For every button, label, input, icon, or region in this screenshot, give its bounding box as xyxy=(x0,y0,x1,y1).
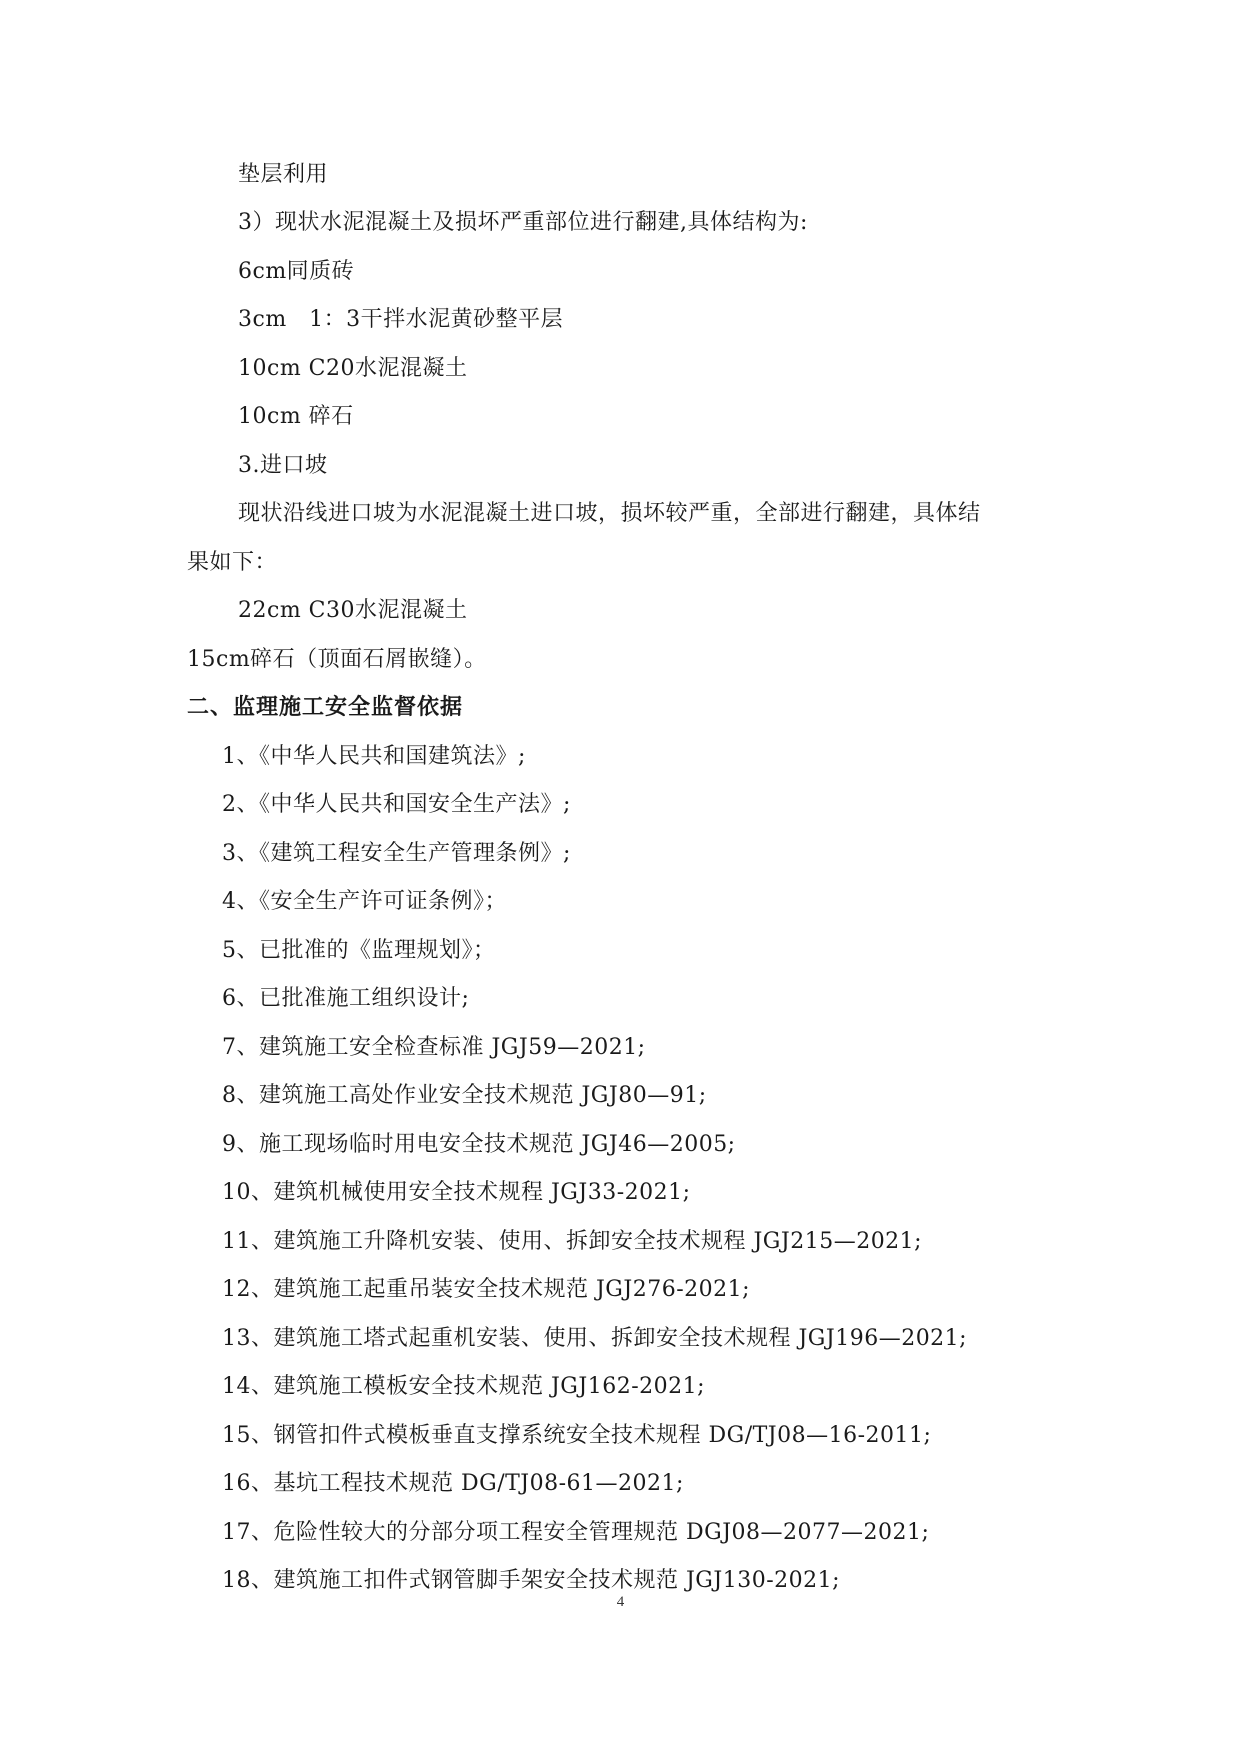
list-item: 13、建筑施工塔式起重机安装、使用、拆卸安全技术规程 JGJ196—2021; xyxy=(222,1326,968,1351)
paragraph-line: 10cm C20水泥混凝土 xyxy=(238,356,468,381)
list-item: 6、已批准施工组织设计; xyxy=(222,986,470,1011)
list-item: 2、《中华人民共和国安全生产法》; xyxy=(222,792,571,817)
list-item: 12、建筑施工起重吊装安全技术规范 JGJ276-2021; xyxy=(222,1277,751,1302)
paragraph-line: 果如下： xyxy=(187,550,278,575)
list-item: 16、基坑工程技术规范 DG/TJ08-61—2021; xyxy=(222,1471,684,1496)
section-heading: 二、监理施工安全监督依据 xyxy=(187,695,464,720)
list-item: 15、钢管扣件式模板垂直支撑系统安全技术规程 DG/TJ08—16-2011; xyxy=(222,1423,932,1448)
paragraph-line: 6cm同质砖 xyxy=(238,259,355,284)
paragraph-line: 垫层利用 xyxy=(238,162,329,187)
list-item: 17、危险性较大的分部分项工程安全管理规范 DGJ08—2077—2021; xyxy=(222,1520,930,1545)
paragraph-line: 现状沿线进口坡为水泥混凝土进口坡，损坏较严重，全部进行翻建，具体结 xyxy=(238,501,981,526)
list-item: 7、建筑施工安全检查标准 JGJ59—2021; xyxy=(222,1035,646,1060)
paragraph-line: 3）现状水泥混凝土及损坏严重部位进行翻建,具体结构为: xyxy=(238,210,808,235)
paragraph-line: 22cm C30水泥混凝土 xyxy=(238,598,468,623)
list-item: 14、建筑施工模板安全技术规范 JGJ162-2021; xyxy=(222,1374,706,1399)
list-item: 10、建筑机械使用安全技术规程 JGJ33-2021; xyxy=(222,1180,691,1205)
paragraph-line: 10cm 碎石 xyxy=(238,404,354,429)
list-item: 3、《建筑工程安全生产管理条例》; xyxy=(222,841,571,866)
paragraph-line: 3cm 1：3干拌水泥黄砂整平层 xyxy=(238,307,564,332)
list-item: 18、建筑施工扣件式钢管脚手架安全技术规范 JGJ130-2021; xyxy=(222,1568,841,1593)
list-item: 11、建筑施工升降机安装、使用、拆卸安全技术规程 JGJ215—2021; xyxy=(222,1229,923,1254)
page-number: 4 xyxy=(616,1594,625,1610)
list-item: 4、《安全生产许可证条例》； xyxy=(222,889,507,914)
subsection-title: 3.进口坡 xyxy=(238,453,328,478)
list-item: 8、建筑施工高处作业安全技术规范 JGJ80—91; xyxy=(222,1083,707,1108)
list-item: 1、《中华人民共和国建筑法》; xyxy=(222,744,526,769)
paragraph-line: 15cm碎石（顶面石屑嵌缝）。 xyxy=(187,647,487,672)
list-item: 9、施工现场临时用电安全技术规范 JGJ46—2005; xyxy=(222,1132,736,1157)
list-item: 5、已批准的《监理规划》； xyxy=(222,938,496,963)
